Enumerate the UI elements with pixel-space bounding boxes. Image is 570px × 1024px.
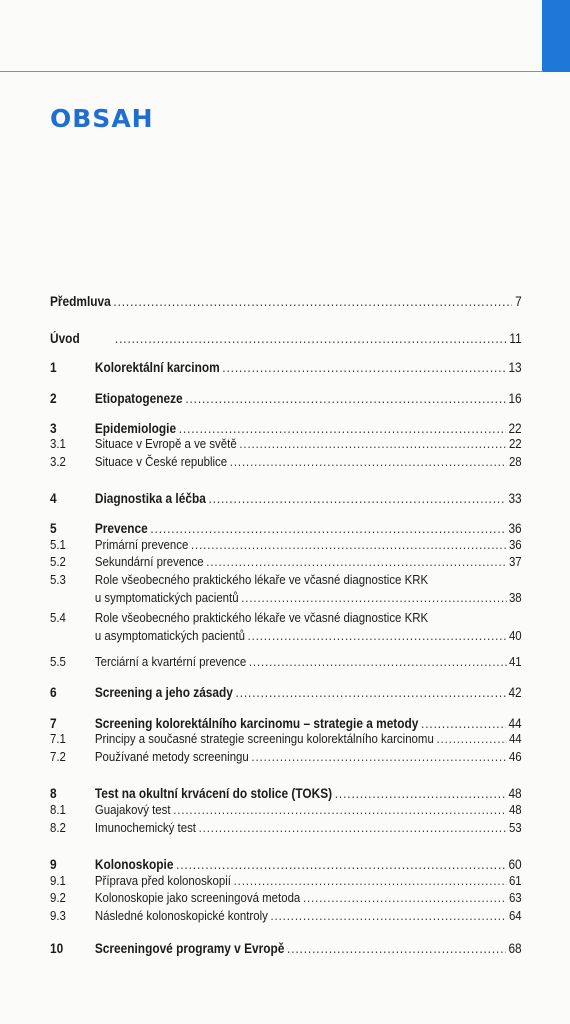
dot-leader (185, 391, 505, 406)
toc-entry[interactable] (50, 521, 522, 536)
toc-entry-title: Kolorektální karcinom (94, 360, 220, 375)
toc-entry[interactable] (50, 294, 522, 309)
dot-leader (287, 941, 506, 956)
dot-leader (230, 454, 507, 469)
dot-leader (199, 820, 507, 835)
toc-entry-title: Screening kolorektálního karcinomu – strategie a metody (94, 716, 419, 731)
toc-entry-continuation[interactable] (50, 590, 522, 605)
toc-entry-number: 3 (50, 421, 57, 436)
toc-page-number: 53 (508, 820, 522, 835)
toc-page-number: 16 (508, 391, 522, 406)
toc-entry-title: Diagnostika a léčba (94, 491, 206, 506)
toc-entry-continuation[interactable] (50, 628, 522, 643)
toc-entry-number: 9.3 (50, 908, 66, 923)
toc-entry[interactable] (50, 572, 522, 587)
toc-entry-number: 5.2 (50, 554, 66, 569)
toc-entry-title: Role všeobecného praktického lékaře ve včasné diagnostice KRK (94, 572, 429, 587)
dot-leader (335, 786, 506, 801)
blue-edge-tab (542, 0, 570, 72)
dot-leader (113, 294, 512, 309)
dot-leader (206, 554, 506, 569)
dot-leader (270, 908, 506, 923)
toc-entry-title: Role všeobecného praktického lékaře ve včasné diagnostice KRK (94, 610, 429, 625)
toc-entry-number: 7.1 (50, 731, 66, 746)
toc-entry-title: Screeningové programy v Evropě (94, 941, 285, 956)
toc-entry[interactable] (50, 436, 522, 451)
toc-entry-number: 2 (50, 391, 57, 406)
toc-entry-number: 5.3 (50, 572, 66, 587)
toc-entry-title: Etiopatogeneze (94, 391, 183, 406)
dot-leader (222, 360, 506, 375)
toc-entry[interactable] (50, 491, 522, 506)
dot-leader (115, 331, 507, 346)
toc-entry[interactable] (50, 749, 522, 764)
toc-entry[interactable] (50, 685, 522, 700)
toc-entry-title: Guajakový test (94, 802, 171, 817)
toc-entry[interactable] (50, 908, 522, 923)
toc-entry[interactable] (50, 857, 522, 872)
toc-page-number: 42 (508, 685, 522, 700)
toc-entry-number: 4 (50, 491, 57, 506)
toc-entry-title: Prevence (94, 521, 148, 536)
dot-leader (176, 857, 506, 872)
toc-page-number: 40 (508, 628, 522, 643)
toc-entry[interactable] (50, 331, 522, 346)
toc-entry[interactable] (50, 610, 522, 625)
toc-entry-title: Používané metody screeningu (94, 749, 249, 764)
toc-page-number: 36 (508, 521, 522, 536)
toc-page-number: 22 (508, 421, 522, 436)
toc-entry[interactable] (50, 890, 522, 905)
toc-page-number: 11 (509, 331, 522, 346)
toc-page-number: 63 (508, 890, 522, 905)
toc-entry-title: Primární prevence (94, 537, 189, 552)
toc-entry[interactable] (50, 421, 522, 436)
dot-leader (150, 521, 505, 536)
toc-entry-number: 7 (50, 716, 57, 731)
toc-page-number: 48 (508, 802, 522, 817)
toc-entry[interactable] (50, 554, 522, 569)
toc-page-number: 7 (515, 294, 522, 309)
toc-page-number: 22 (508, 436, 522, 451)
page-title: OBSAH (50, 104, 154, 133)
toc-entry-number: 8 (50, 786, 57, 801)
toc-entry-number: 6 (50, 685, 57, 700)
toc-entry[interactable] (50, 716, 522, 731)
toc-entry-title: Test na okultní krvácení do stolice (TOKS) (94, 786, 333, 801)
dot-leader (436, 731, 506, 746)
toc-entry-number: 1 (50, 360, 57, 375)
toc-entry-number: 5.1 (50, 537, 66, 552)
toc-page-number: 60 (508, 857, 522, 872)
toc-entry-title: Předmluva (50, 294, 111, 309)
toc-page-number: 68 (508, 941, 522, 956)
toc-entry-number: 9.2 (50, 890, 66, 905)
toc-entry-number: 5.4 (50, 610, 66, 625)
toc-page-number: 48 (508, 786, 522, 801)
toc-entry-number: 9.1 (50, 873, 66, 888)
dot-leader (303, 890, 506, 905)
dot-leader (241, 590, 506, 605)
toc-page-number: 41 (508, 654, 522, 669)
dot-leader (236, 685, 506, 700)
toc-entry[interactable] (50, 731, 522, 746)
toc-entry-title: Sekundární prevence (94, 554, 204, 569)
toc-entry-number: 3.2 (50, 454, 66, 469)
toc-page-number: 28 (508, 454, 522, 469)
toc-page-number: 44 (508, 716, 522, 731)
toc-entry[interactable] (50, 654, 522, 669)
dot-leader (239, 436, 506, 451)
dot-leader (208, 491, 505, 506)
toc-entry-title: Situace v Evropě a ve světě (94, 436, 237, 451)
toc-entry-title: Příprava před kolonoskopií (94, 873, 231, 888)
header-rule (0, 71, 543, 72)
dot-leader (234, 873, 507, 888)
toc-entry[interactable] (50, 820, 522, 835)
toc-page-number: 44 (508, 731, 522, 746)
dot-leader (249, 654, 506, 669)
toc-entry-number: 8.1 (50, 802, 66, 817)
dot-leader (191, 537, 506, 552)
toc-page-number: 13 (508, 360, 522, 375)
toc-entry-title: Epidemiologie (94, 421, 177, 436)
toc-entry-title: Imunochemický test (94, 820, 196, 835)
toc-entry-title: Kolonoskopie (94, 857, 174, 872)
toc-page-number: 36 (508, 537, 522, 552)
toc-entry[interactable] (50, 391, 522, 406)
toc-entry-number: 5 (50, 521, 57, 536)
toc-entry-number: 10 (50, 941, 64, 956)
dot-leader (251, 749, 506, 764)
toc-entry-title: Principy a současné strategie screeningu kolorektálního karcinomu (94, 731, 434, 746)
toc-entry[interactable] (50, 537, 522, 552)
toc-entry-number: 8.2 (50, 820, 66, 835)
toc-entry-number: Úvod (50, 331, 80, 346)
dot-leader (179, 421, 506, 436)
toc-entry[interactable] (50, 941, 522, 956)
toc-entry-title-continued: u symptomatických pacientů (94, 590, 239, 605)
toc-page-number: 64 (508, 908, 522, 923)
toc-entry-title: Kolonoskopie jako screeningová metoda (94, 890, 301, 905)
toc-entry-number: 3.1 (50, 436, 66, 451)
toc-entry[interactable] (50, 786, 522, 801)
toc-entry[interactable] (50, 873, 522, 888)
toc-entry-title: Terciární a kvartérní prevence (94, 654, 247, 669)
dot-leader (421, 716, 506, 731)
toc-page-number: 33 (508, 491, 522, 506)
toc-entry-title: Situace v České republice (94, 454, 228, 469)
toc-entry-number: 5.5 (50, 654, 66, 669)
toc-page-number: 37 (508, 554, 522, 569)
toc-page-number: 46 (508, 749, 522, 764)
toc-entry[interactable] (50, 802, 522, 817)
dot-leader (248, 628, 507, 643)
toc-entry-number: 7.2 (50, 749, 66, 764)
toc-entry-title: Následné kolonoskopické kontroly (94, 908, 268, 923)
toc-page-number: 61 (508, 873, 522, 888)
toc-page-number: 38 (508, 590, 522, 605)
toc-entry[interactable] (50, 454, 522, 469)
toc-entry-number: 9 (50, 857, 57, 872)
toc-entry[interactable] (50, 360, 522, 375)
toc-entry-title-continued: u asymptomatických pacientů (94, 628, 245, 643)
dot-leader (173, 802, 506, 817)
toc-entry-title: Screening a jeho zásady (94, 685, 233, 700)
